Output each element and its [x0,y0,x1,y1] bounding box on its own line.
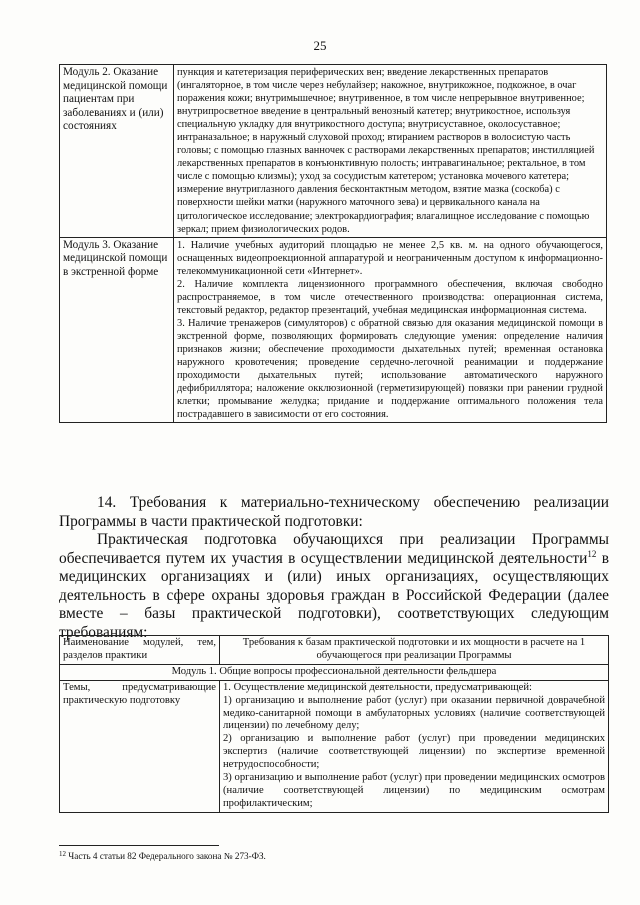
table-row [60,65,607,238]
requirements-cell [220,680,609,812]
requirements-paragraph: 1. Наличие учебных аудиторий площадью не менее 2,5 кв. м. на одного обучающегося, оснащенных видеопроекционной аппаратурой и неограниченным доступом к информационно-телекоммуникационной сети «Интернет». [177,239,603,277]
footnote-number: 12 [59,850,66,858]
header-col-modules: Наименование модулей, тем, разделов практики [60,636,220,665]
module-name-cell: Модуль 2. Оказание медицинской помощи пациентам при заболеваниях и (или) состояниях [60,65,174,238]
requirement-item: 3) организацию и выполнение работ (услуг) при проведении медицинских осмотров (наличие соответствующей лицензии) по медицинским осмотрам профилактическим; [223,772,605,809]
module-name-cell: Модуль 3. Оказание медицинской помощи в экстренной форме [60,237,174,423]
section-body-text: Практическая подготовка обучающихся при реализации Программы обеспечивается путем их участия в осуществлении медицинской деятельности [59,531,609,567]
section-14 [59,494,609,642]
requirements-paragraph: 2. Наличие комплекта лицензионного программного обеспечения, включая свободно распространяемое, в том числе отечественного производства: операционная система, текстовый редактор, редактор презентаций, учебная медицинская информационная система. [177,278,603,316]
section-heading: 14. Требования к материально-техническому обеспечению реализации Программы в части практической подготовки: [59,494,609,530]
table-header-row [60,636,609,665]
requirements-paragraph: пункция и катетеризация периферических вен; введение лекарственных препаратов (ингаляторное, в том числе через небулайзер; накожное, внутрикожное, подкожное, в очаг поражения кожи; внутримышечное; внутривенное, в том числе непрерывное внутривенное; внутрипросветное введение в центральный венозный катетер; внутрикостное, используя специальную укладку для внутрикостного доступа; внутрисуставное, околосуставное; интраназальное; в наружный слуховой проход; втиранием растворов в волосистую часть головы; с помощью глазных ванночек с растворами лекарственных препаратов; инстилляцией лекарственных препаратов в конъюнктивную полость; интравагинальное; ректальное, в том числе с помощью клизмы); уход за сосудистым катетером; установка мочевого катетера; измерение внутриглазного давления бесконтактным методом, взятие мазка (соскоба) с поверхности шейки матки (наружного маточного зева) и цервикального канала на цитологическое исследование; электрокардиография; влагалищное исследование с помощью зеркал; прием физиологических родов. [177,67,595,235]
footnote [59,851,266,862]
requirements-paragraph: 3. Наличие тренажеров (симуляторов) с обратной связью для оказания медицинской помощи в экстренной форме, позволяющих формировать следующие умения: определение наличия признаков жизни; обеспечение проходимости дыхательных путей; временная остановка наружного кровотечения; проведение сердечно-легочной реанимации и поддержание проходимости дыхательных путей; использование автоматического наружного дефибриллятора; наложение окклюзионной (герметизирующей) повязки при ранении грудной клетки; промывание желудка; придание и поддержание оптимального положения тела пострадавшего в зависимости от его состояния. [177,317,603,421]
footnote-reference[interactable]: 12 [587,548,597,559]
footnote-text: Часть 4 статьи 82 Федерального закона № 273-ФЗ. [66,851,266,861]
requirement-item: 1. Осуществление медицинской деятельности, предусматривающей: [223,681,532,693]
practical-training-table [59,635,609,813]
table-row [60,664,609,680]
topic-cell: Темы, предусматривающие практическую подготовку [60,680,220,812]
footnote-divider [59,845,219,846]
section-body [59,531,609,642]
section-body-text-cont: в медицинских организациях и (или) иных организациях, осуществляющих деятельность в сфере охраны здоровья граждан в Российской Федерации (далее вместе – базы практической подготовки), соответствующих следующим требованиям: [59,549,609,641]
header-col-requirements: Требования к базам практической подготовки и их мощности в расчете на 1 обучающегося при реализации Программы [220,636,609,665]
requirement-item: 1) организацию и выполнение работ (услуг) при оказании первичной доврачебной медико-санитарной помощи в амбулаторных условиях (наличие соответствующей лицензии) по лечебному делу; [223,694,605,732]
table-row [60,680,609,812]
module-requirements-cell [174,237,607,423]
module-title-row: Модуль 1. Общие вопросы профессиональной деятельности фельдшера [60,664,609,680]
table-row [60,237,607,423]
page-number: 25 [313,38,327,53]
module-requirements-cell [174,65,607,238]
requirement-item: 2) организацию и выполнение работ (услуг) при проведении медицинских экспертиз (наличие соответствующей лицензии) по экспертизе временной нетрудоспособности; [223,733,605,771]
requirements-table-continued [59,64,607,423]
